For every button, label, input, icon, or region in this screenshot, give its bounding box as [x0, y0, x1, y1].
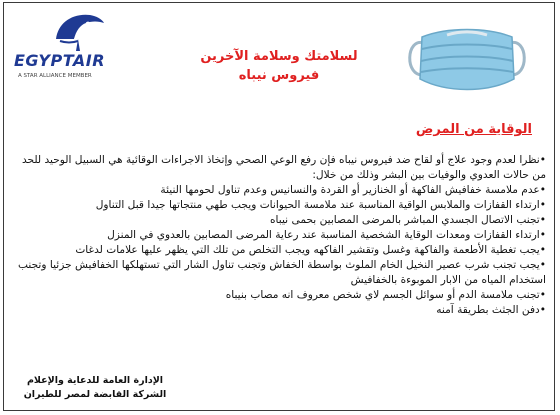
title-line-2: فيروس نيباه	[238, 68, 320, 83]
list-item: •ارتداء القفازات والملابس الواقية المناسبة عند ملامسة الحيوانات ويجب طهي منتجاتها جيدا قبل التناول	[95, 199, 546, 211]
face-mask-icon	[402, 17, 532, 111]
title-line-1: لسلامتك وسلامة الآخرين	[200, 49, 358, 64]
logo-wordmark: EGYPTAIR	[14, 51, 106, 70]
list-item: •يجب تجنب شرب عصير النخيل الخام الملوث بواسطة الخفاش وتجنب تناول الشار التي تستهلكها الخفافيش جزئيا وتجنب استخدام المياه من الابار الموبوءة بالخفافيش	[18, 259, 546, 286]
list-item: •تجنب الاتصال الجسدي المباشر بالمرضى المصابين بحمى نيباه	[270, 214, 546, 226]
list-item: •دفن الجثث بطريقة آمنه	[436, 304, 546, 316]
logo-tagline: A STAR ALLIANCE MEMBER	[18, 73, 92, 79]
horus-logo-icon	[50, 9, 106, 53]
section-heading: الوقاية من المرض	[415, 122, 532, 137]
list-item: •عدم ملامسة خفافيش الفاكهة أو الخنازير أو القردة والنسانيس وعدم تناول لحومها النيئة	[160, 184, 546, 196]
document-page	[3, 2, 555, 411]
paragraph-intro: •نظرا لعدم وجود علاج أو لقاح ضد فيروس نيباه فإن رفع الوعي الصحي وإتخاذ الاجراءات الوقائية هي السبيل الوحيد للحد من حالات العدوي والوفيات بين البشر وذلك من خلال:	[21, 154, 546, 181]
prevention-list	[16, 153, 546, 318]
list-item: •تجنب ملامسة الدم أو سوائل الجسم لاي شخص معروف انه مصاب بنيباه	[225, 289, 546, 301]
list-item: •ارتداء القفازات ومعدات الوقاية الشخصية المناسبة عند رعاية المرضى المصابين بالعدوي في المنزل	[107, 229, 546, 241]
footer-line-2: الشركة القابضة لمصر للطيران	[23, 389, 167, 400]
footer-line-1: الإدارة العامة للدعاية والإعلام	[26, 375, 164, 386]
footer-credits	[20, 374, 170, 402]
egyptair-logo	[14, 9, 144, 85]
list-item: •يجب تغطية الأطعمة والفاكهة وغسل وتقشير الفاكهه ويجب التخلص من تلك التي يظهر عليها علامات لدغات	[75, 244, 546, 256]
page-title	[174, 47, 384, 85]
